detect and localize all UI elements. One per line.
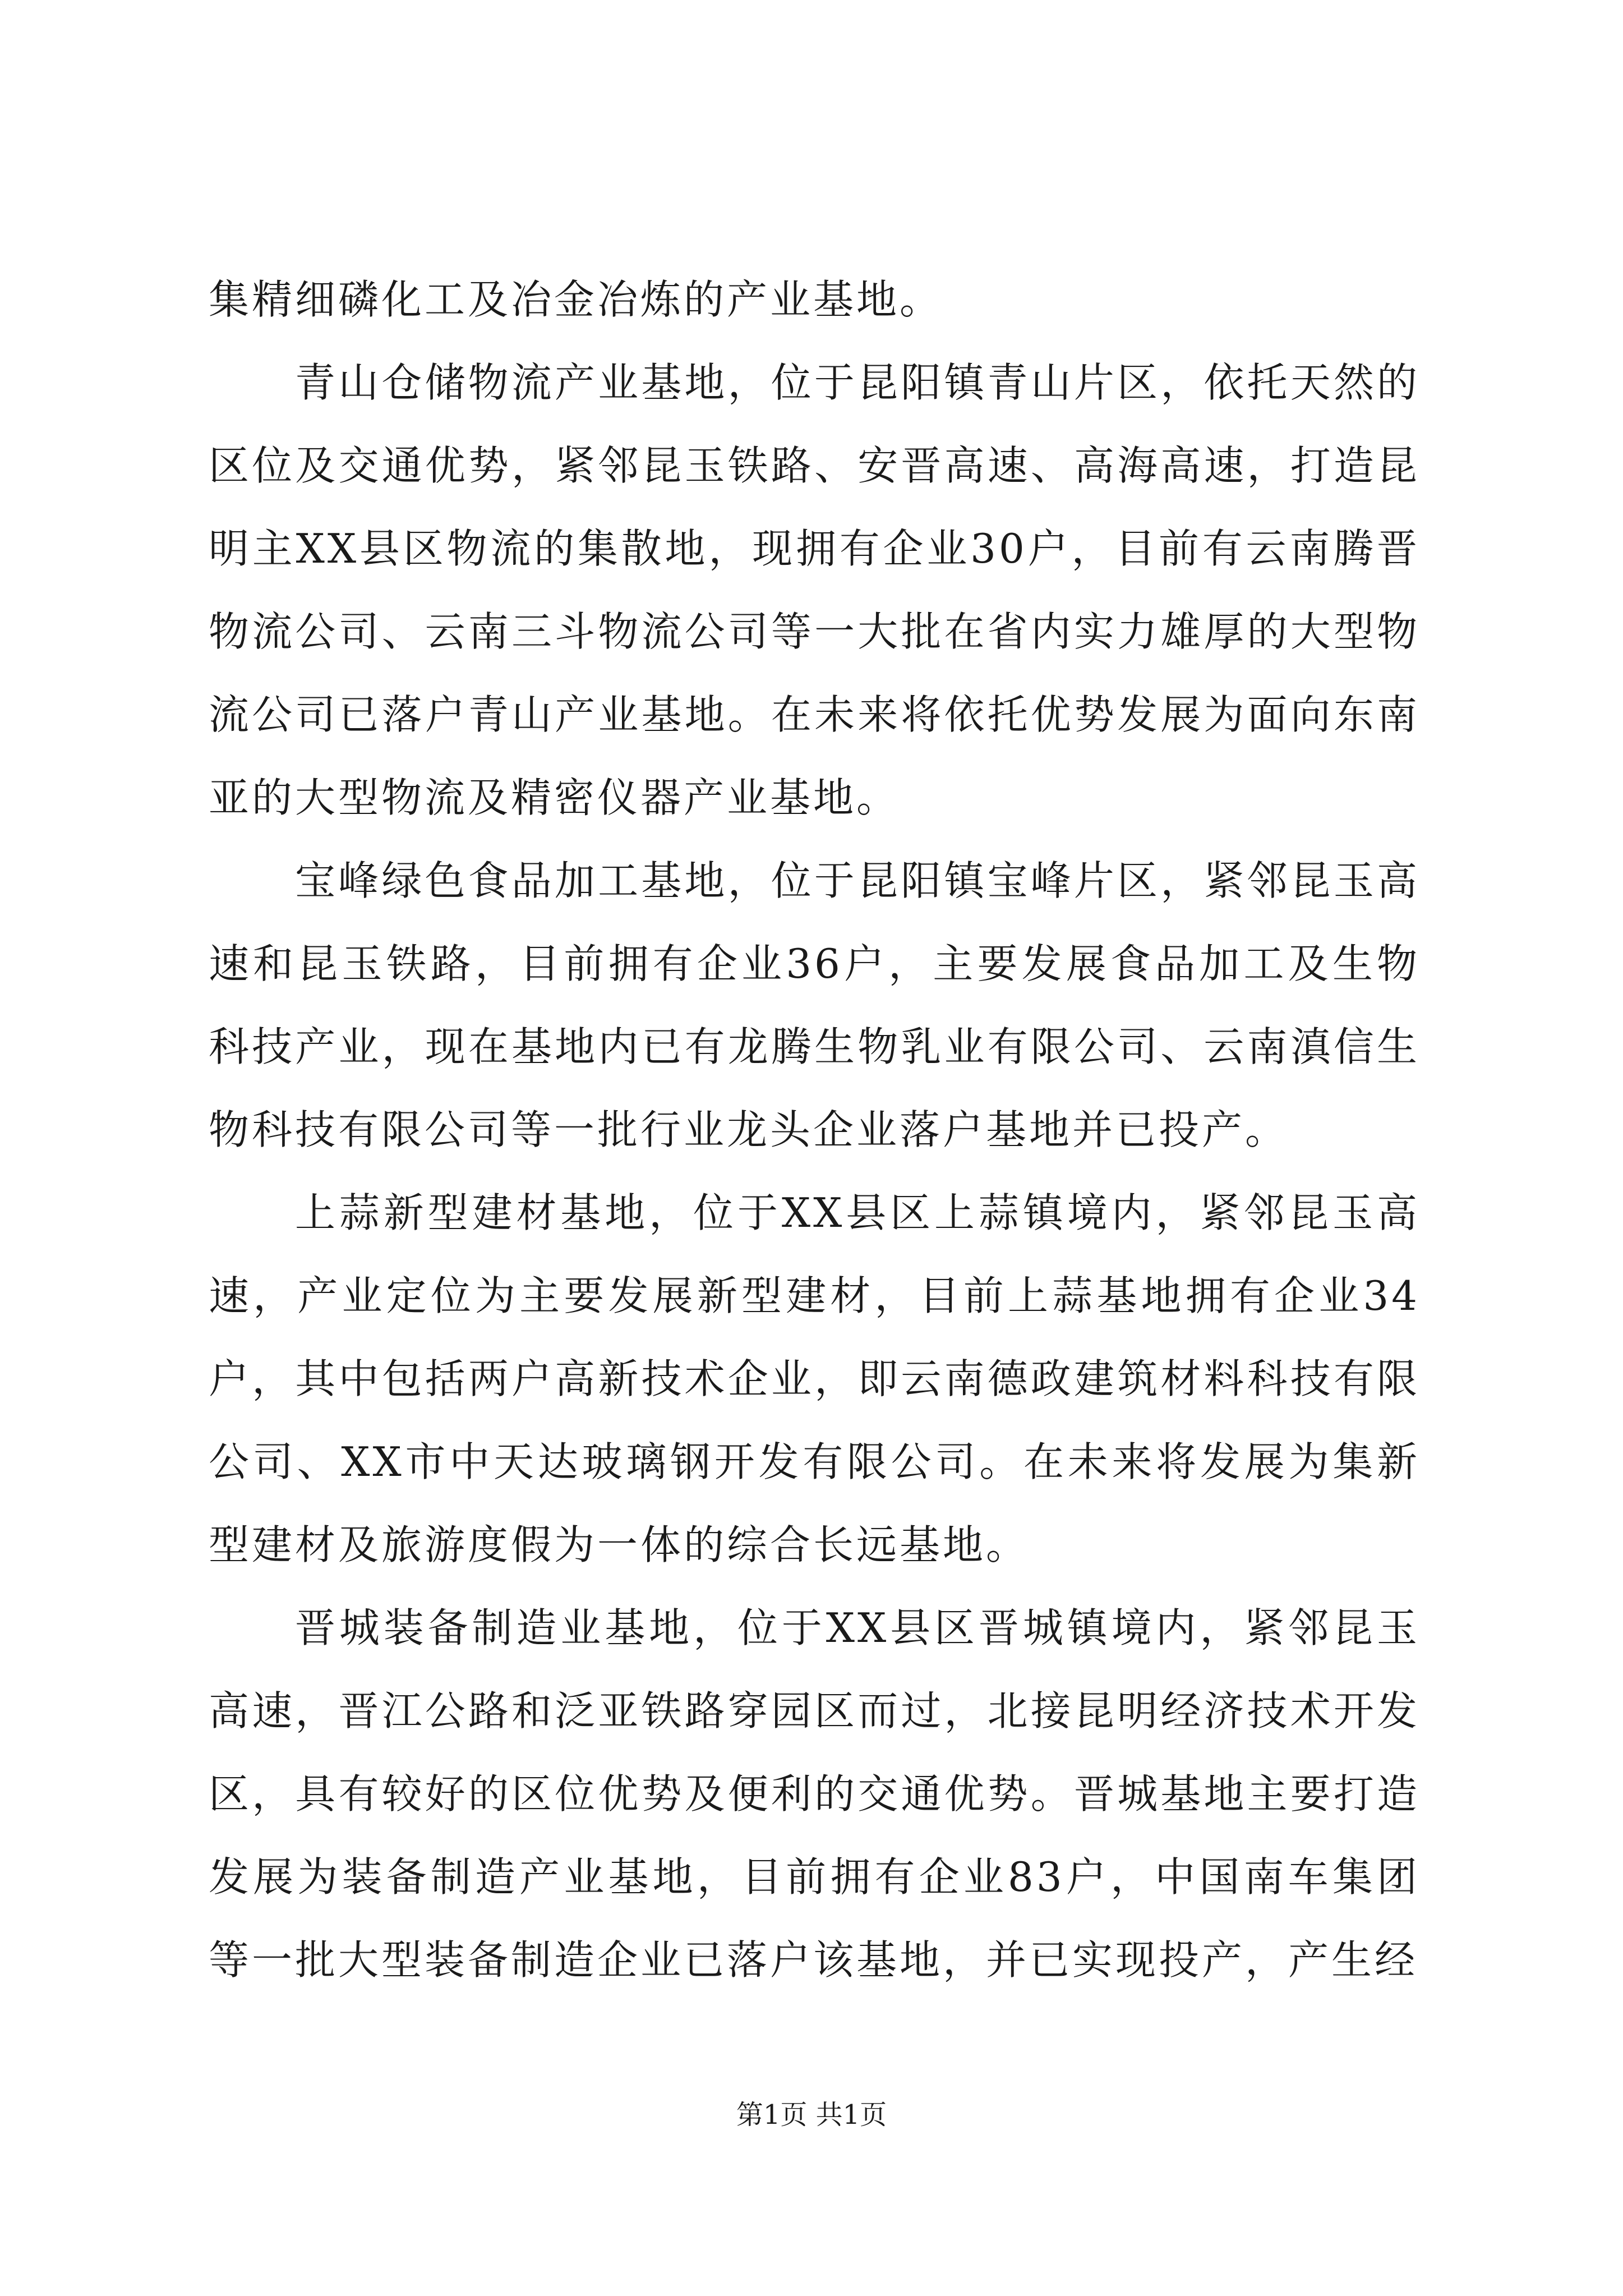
paragraph-baofeng-food: 宝峰绿色食品加工基地，位于昆阳镇宝峰片区，紧邻昆玉高速和昆玉铁路，目前拥有企业36户，主要发展食品加工及生物科技产业，现在基地内已有龙腾生物乳业有限公司、云南滇信生物科技有限公司等一批行业龙头企业落户基地并已投产。 [209, 857, 1420, 1153]
paragraph-shangsuan-building-materials: 上蒜新型建材基地，位于XX县区上蒜镇境内，紧邻昆玉高速，产业定位为主要发展新型建材，目前上蒜基地拥有企业34户，其中包括两户高新技术企业，即云南德政建筑材料科技有限公司、XX市中天达玻璃钢开发有限公司。在未来将发展为集新型建材及旅游度假为一体的综合长远基地。 [209, 1189, 1420, 1568]
page-footer: 第1页 共1页 [736, 2099, 887, 2131]
paragraph-jincheng-equipment: 晋城装备制造业基地，位于XX县区晋城镇境内，紧邻昆玉高速，晋江公路和泛亚铁路穿园区而过，北接昆明经济技术开发区，具有较好的区位优势及便利的交通优势。晋城基地主要打造发展为装备制造产业基地，目前拥有企业83户，中国南车集团等一批大型装备制造企业已落户该基地，并已实现投产，产生经 [209, 1604, 1420, 1984]
document-body [209, 258, 1420, 2001]
paragraph-continuation: 集精细磷化工及冶金冶炼的产业基地。 [209, 276, 943, 323]
paragraph-qingshan-logistics: 青山仓储物流产业基地，位于昆阳镇青山片区，依托天然的区位及交通优势，紧邻昆玉铁路、安晋高速、高海高速，打造昆明主XX县区物流的集散地，现拥有企业30户，目前有云南腾晋物流公司、云南三斗物流公司等一大批在省内实力雄厚的大型物流公司已落户青山产业基地。在未来将依托优势发展为面向东南亚的大型物流及精密仪器产业基地。 [209, 359, 1420, 821]
